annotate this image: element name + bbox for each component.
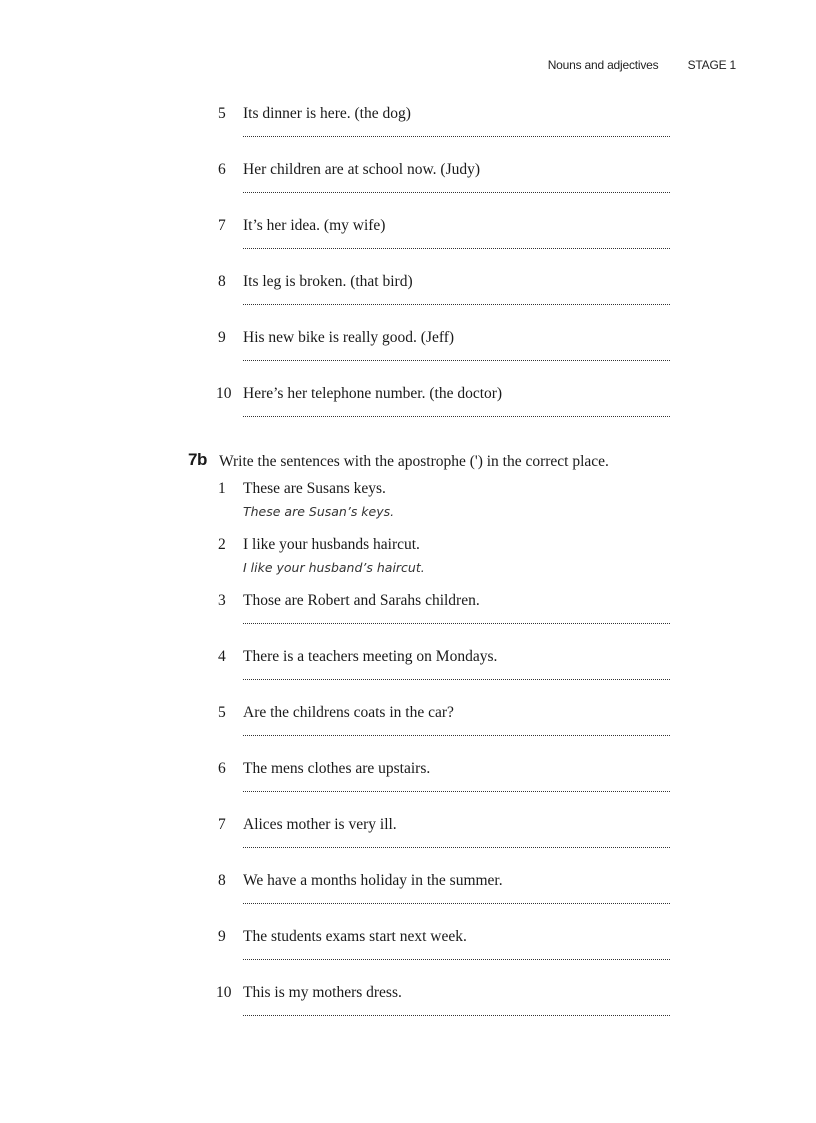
answer-line[interactable] [243,847,670,848]
example-answer: I like your husband’s haircut. [243,560,425,575]
item-sentence: I like your husbands haircut. [243,536,420,553]
item-sentence: His new bike is really good. (Jeff) [243,329,455,346]
stage-label: STAGE 1 [687,58,736,72]
item-sentence: These are Susans keys. [243,480,386,497]
answer-line[interactable] [243,192,670,193]
item-sentence: Its leg is broken. (that bird) [243,273,413,290]
item-sentence: We have a months holiday in the summer. [243,872,503,889]
item-sentence: Here’s her telephone number. (the doctor) [243,385,503,402]
item-sentence: The mens clothes are upstairs. [243,760,431,777]
item-number: 9 [218,928,226,945]
item-sentence: Those are Robert and Sarahs children. [243,592,480,609]
answer-line[interactable] [243,735,670,736]
answer-line[interactable] [243,679,670,680]
item-sentence: It’s her idea. (my wife) [243,217,386,234]
answer-line[interactable] [243,136,670,137]
item-number: 4 [218,648,226,665]
item-sentence: This is my mothers dress. [243,984,402,1001]
item-sentence: Its dinner is here. (the dog) [243,105,411,122]
item-number: 5 [218,105,226,122]
item-number: 10 [216,984,232,1001]
answer-line[interactable] [243,959,670,960]
item-number: 1 [218,480,226,497]
answer-line[interactable] [243,623,670,624]
answer-line[interactable] [243,791,670,792]
answer-line[interactable] [243,1015,670,1016]
section-label: 7b [188,450,207,469]
item-number: 8 [218,273,226,290]
item-sentence: Alices mother is very ill. [243,816,397,833]
item-number: 8 [218,872,226,889]
answer-line[interactable] [243,903,670,904]
answer-line[interactable] [243,360,670,361]
chapter-title: Nouns and adjectives [547,58,659,72]
item-number: 6 [218,760,226,777]
section-instruction: Write the sentences with the apostrophe (') in the correct place. [219,453,609,470]
item-number: 5 [218,704,226,721]
item-sentence: Are the childrens coats in the car? [243,704,454,721]
item-sentence: There is a teachers meeting on Mondays. [243,648,498,665]
page-header [548,58,736,72]
item-sentence: Her children are at school now. (Judy) [243,161,481,178]
answer-line[interactable] [243,248,670,249]
item-number: 9 [218,329,226,346]
answer-line[interactable] [243,304,670,305]
item-number: 6 [218,161,226,178]
item-number: 7 [218,816,226,833]
item-number: 10 [216,385,232,402]
item-number: 3 [218,592,226,609]
item-sentence: The students exams start next week. [243,928,467,945]
answer-line[interactable] [243,416,670,417]
item-number: 2 [218,536,226,553]
item-number: 7 [218,217,226,234]
example-answer: These are Susan’s keys. [243,504,395,519]
